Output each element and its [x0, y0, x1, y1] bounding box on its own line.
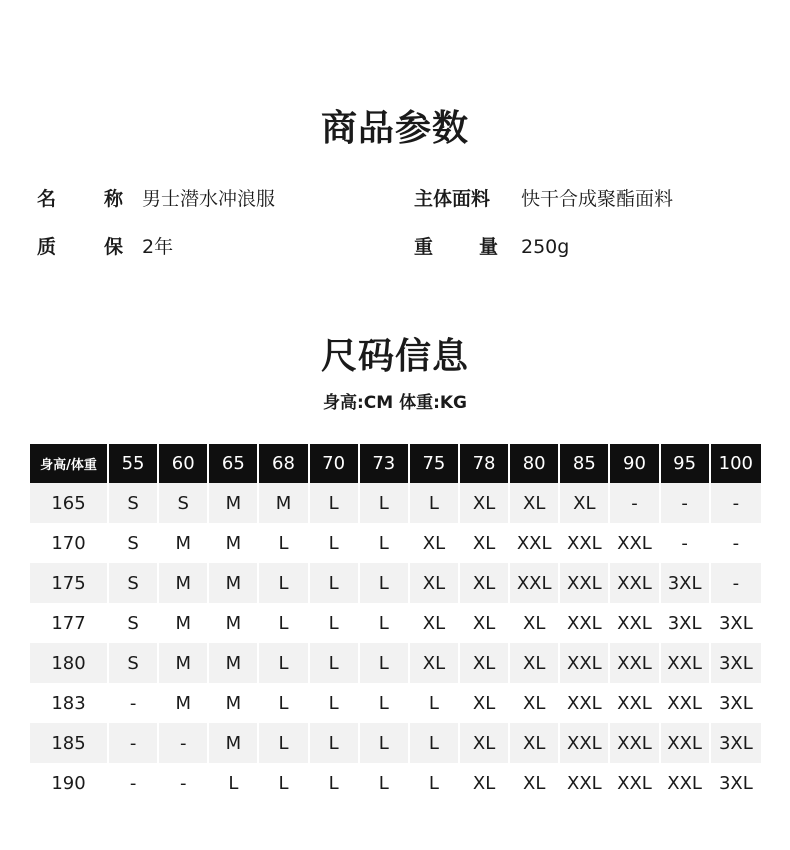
size-cell: M [209, 563, 259, 603]
size-cell: XXL [661, 723, 711, 763]
size-cell: XL [410, 603, 460, 643]
size-cell: XL [510, 643, 560, 683]
size-cell: M [209, 643, 259, 683]
size-cell: XL [460, 523, 510, 563]
size-cell: XXL [610, 683, 660, 723]
weight-header: 78 [460, 444, 510, 483]
table-row [30, 723, 761, 763]
size-cell: 3XL [711, 603, 761, 643]
size-cell: L [259, 523, 309, 563]
table-row [30, 523, 761, 563]
size-cell: 3XL [661, 563, 711, 603]
size-cell: XL [410, 643, 460, 683]
size-cell: - [661, 523, 711, 563]
height-cell: 180 [30, 643, 109, 683]
size-cell: S [109, 483, 159, 523]
size-cell: XXL [610, 563, 660, 603]
size-cell: S [109, 643, 159, 683]
spec-material-label: 主体面料 [414, 188, 491, 210]
size-cell: - [109, 763, 159, 803]
size-cell: XXL [661, 683, 711, 723]
size-cell: - [711, 523, 761, 563]
size-cell: M [159, 563, 209, 603]
size-cell: 3XL [711, 723, 761, 763]
weight-header: 55 [109, 444, 159, 483]
size-cell: XXL [560, 723, 610, 763]
weight-header: 60 [159, 444, 209, 483]
size-cell: XXL [661, 763, 711, 803]
size-cell: M [159, 683, 209, 723]
size-cell: XXL [560, 523, 610, 563]
size-cell: XXL [610, 523, 660, 563]
size-cell: - [159, 723, 209, 763]
unit-note: 身高:CM 体重:KG [322, 393, 468, 413]
size-cell: XL [460, 723, 510, 763]
size-cell: L [310, 723, 360, 763]
size-cell: L [209, 763, 259, 803]
spec-weight-value: 250g [521, 236, 570, 258]
size-cell: 3XL [711, 763, 761, 803]
size-cell: M [209, 483, 259, 523]
table-row [30, 763, 761, 803]
size-cell: XL [460, 563, 510, 603]
size-cell: L [360, 643, 410, 683]
corner-header: 身高/体重 [30, 444, 109, 483]
spec-warranty-label-1: 质 [37, 236, 57, 258]
size-cell: M [209, 523, 259, 563]
size-cell: XL [460, 683, 510, 723]
weight-header: 73 [360, 444, 410, 483]
spec-material-value: 快干合成聚酯面料 [521, 188, 674, 210]
size-cell: L [410, 763, 460, 803]
size-cell: L [259, 683, 309, 723]
table-row [30, 483, 761, 523]
spec-name [37, 184, 275, 211]
table-row [30, 643, 761, 683]
size-cell: - [711, 483, 761, 523]
size-cell: 3XL [711, 683, 761, 723]
size-cell: XXL [560, 643, 610, 683]
weight-header: 90 [610, 444, 660, 483]
size-cell: L [259, 643, 309, 683]
weight-header: 80 [510, 444, 560, 483]
size-cell: - [159, 763, 209, 803]
size-cell: L [360, 483, 410, 523]
spec-warranty [37, 232, 173, 259]
size-cell: L [360, 723, 410, 763]
size-cell: 3XL [711, 643, 761, 683]
size-cell: L [360, 563, 410, 603]
size-cell: M [209, 723, 259, 763]
weight-header: 68 [259, 444, 309, 483]
size-cell: XXL [610, 723, 660, 763]
table-row [30, 603, 761, 643]
size-cell: XL [510, 483, 560, 523]
weight-header: 75 [410, 444, 460, 483]
table-row [30, 563, 761, 603]
size-cell: XL [510, 603, 560, 643]
size-cell: 3XL [661, 603, 711, 643]
size-cell: XL [410, 523, 460, 563]
spec-warranty-value: 2年 [142, 236, 174, 258]
size-cell: L [310, 603, 360, 643]
size-cell: XL [460, 483, 510, 523]
size-cell: S [109, 523, 159, 563]
size-cell: L [310, 563, 360, 603]
spec-weight-label-2: 量 [479, 236, 499, 258]
size-cell: XL [410, 563, 460, 603]
size-cell: S [109, 603, 159, 643]
size-cell: M [159, 603, 209, 643]
size-cell: XXL [510, 523, 560, 563]
size-cell: XXL [610, 603, 660, 643]
weight-header: 95 [661, 444, 711, 483]
spec-weight-label-1: 重 [414, 236, 434, 258]
size-cell: L [310, 763, 360, 803]
size-cell: XXL [661, 643, 711, 683]
product-params-title: 商品参数 [320, 108, 469, 149]
size-cell: L [360, 603, 410, 643]
size-cell: XL [560, 483, 610, 523]
spec-name-label-1: 名 [37, 188, 57, 210]
size-cell: - [610, 483, 660, 523]
spec-name-value: 男士潜水冲浪服 [142, 188, 276, 210]
size-cell: L [310, 683, 360, 723]
size-cell: L [259, 563, 309, 603]
size-cell: M [159, 523, 209, 563]
size-cell: M [209, 683, 259, 723]
size-cell: XL [460, 763, 510, 803]
height-cell: 190 [30, 763, 109, 803]
size-cell: XL [510, 723, 560, 763]
table-row [30, 683, 761, 723]
size-cell: L [410, 723, 460, 763]
size-cell: L [259, 603, 309, 643]
size-cell: L [410, 683, 460, 723]
size-cell: - [711, 563, 761, 603]
size-cell: S [159, 483, 209, 523]
weight-header: 70 [310, 444, 360, 483]
size-cell: XXL [610, 763, 660, 803]
size-cell: - [109, 683, 159, 723]
size-cell: - [661, 483, 711, 523]
weight-header: 85 [560, 444, 610, 483]
size-cell: L [310, 483, 360, 523]
spec-name-label-2: 称 [104, 188, 124, 210]
size-cell: XL [510, 683, 560, 723]
height-cell: 183 [30, 683, 109, 723]
size-cell: XXL [510, 563, 560, 603]
size-cell: M [209, 603, 259, 643]
size-cell: XXL [560, 563, 610, 603]
size-cell: XL [460, 603, 510, 643]
size-cell: - [109, 723, 159, 763]
size-cell: S [109, 563, 159, 603]
height-cell: 175 [30, 563, 109, 603]
size-table [30, 444, 761, 803]
size-cell: XXL [560, 763, 610, 803]
size-cell: M [159, 643, 209, 683]
height-cell: 170 [30, 523, 109, 563]
size-cell: L [360, 763, 410, 803]
size-info-title: 尺码信息 [320, 336, 469, 377]
size-cell: L [310, 523, 360, 563]
size-cell: L [259, 723, 309, 763]
height-cell: 177 [30, 603, 109, 643]
size-cell: L [360, 523, 410, 563]
size-cell: XXL [560, 683, 610, 723]
height-cell: 165 [30, 483, 109, 523]
size-cell: XXL [560, 603, 610, 643]
weight-header: 65 [209, 444, 259, 483]
size-cell: L [259, 763, 309, 803]
spec-warranty-label-2: 保 [104, 236, 124, 258]
size-cell: M [259, 483, 309, 523]
spec-material [414, 184, 673, 211]
size-cell: XL [510, 763, 560, 803]
spec-weight [414, 232, 569, 259]
size-cell: L [410, 483, 460, 523]
weight-header: 100 [711, 444, 761, 483]
size-cell: L [360, 683, 410, 723]
size-cell: XXL [610, 643, 660, 683]
height-cell: 185 [30, 723, 109, 763]
size-table-header [30, 444, 761, 483]
size-cell: L [310, 643, 360, 683]
size-cell: XL [460, 643, 510, 683]
